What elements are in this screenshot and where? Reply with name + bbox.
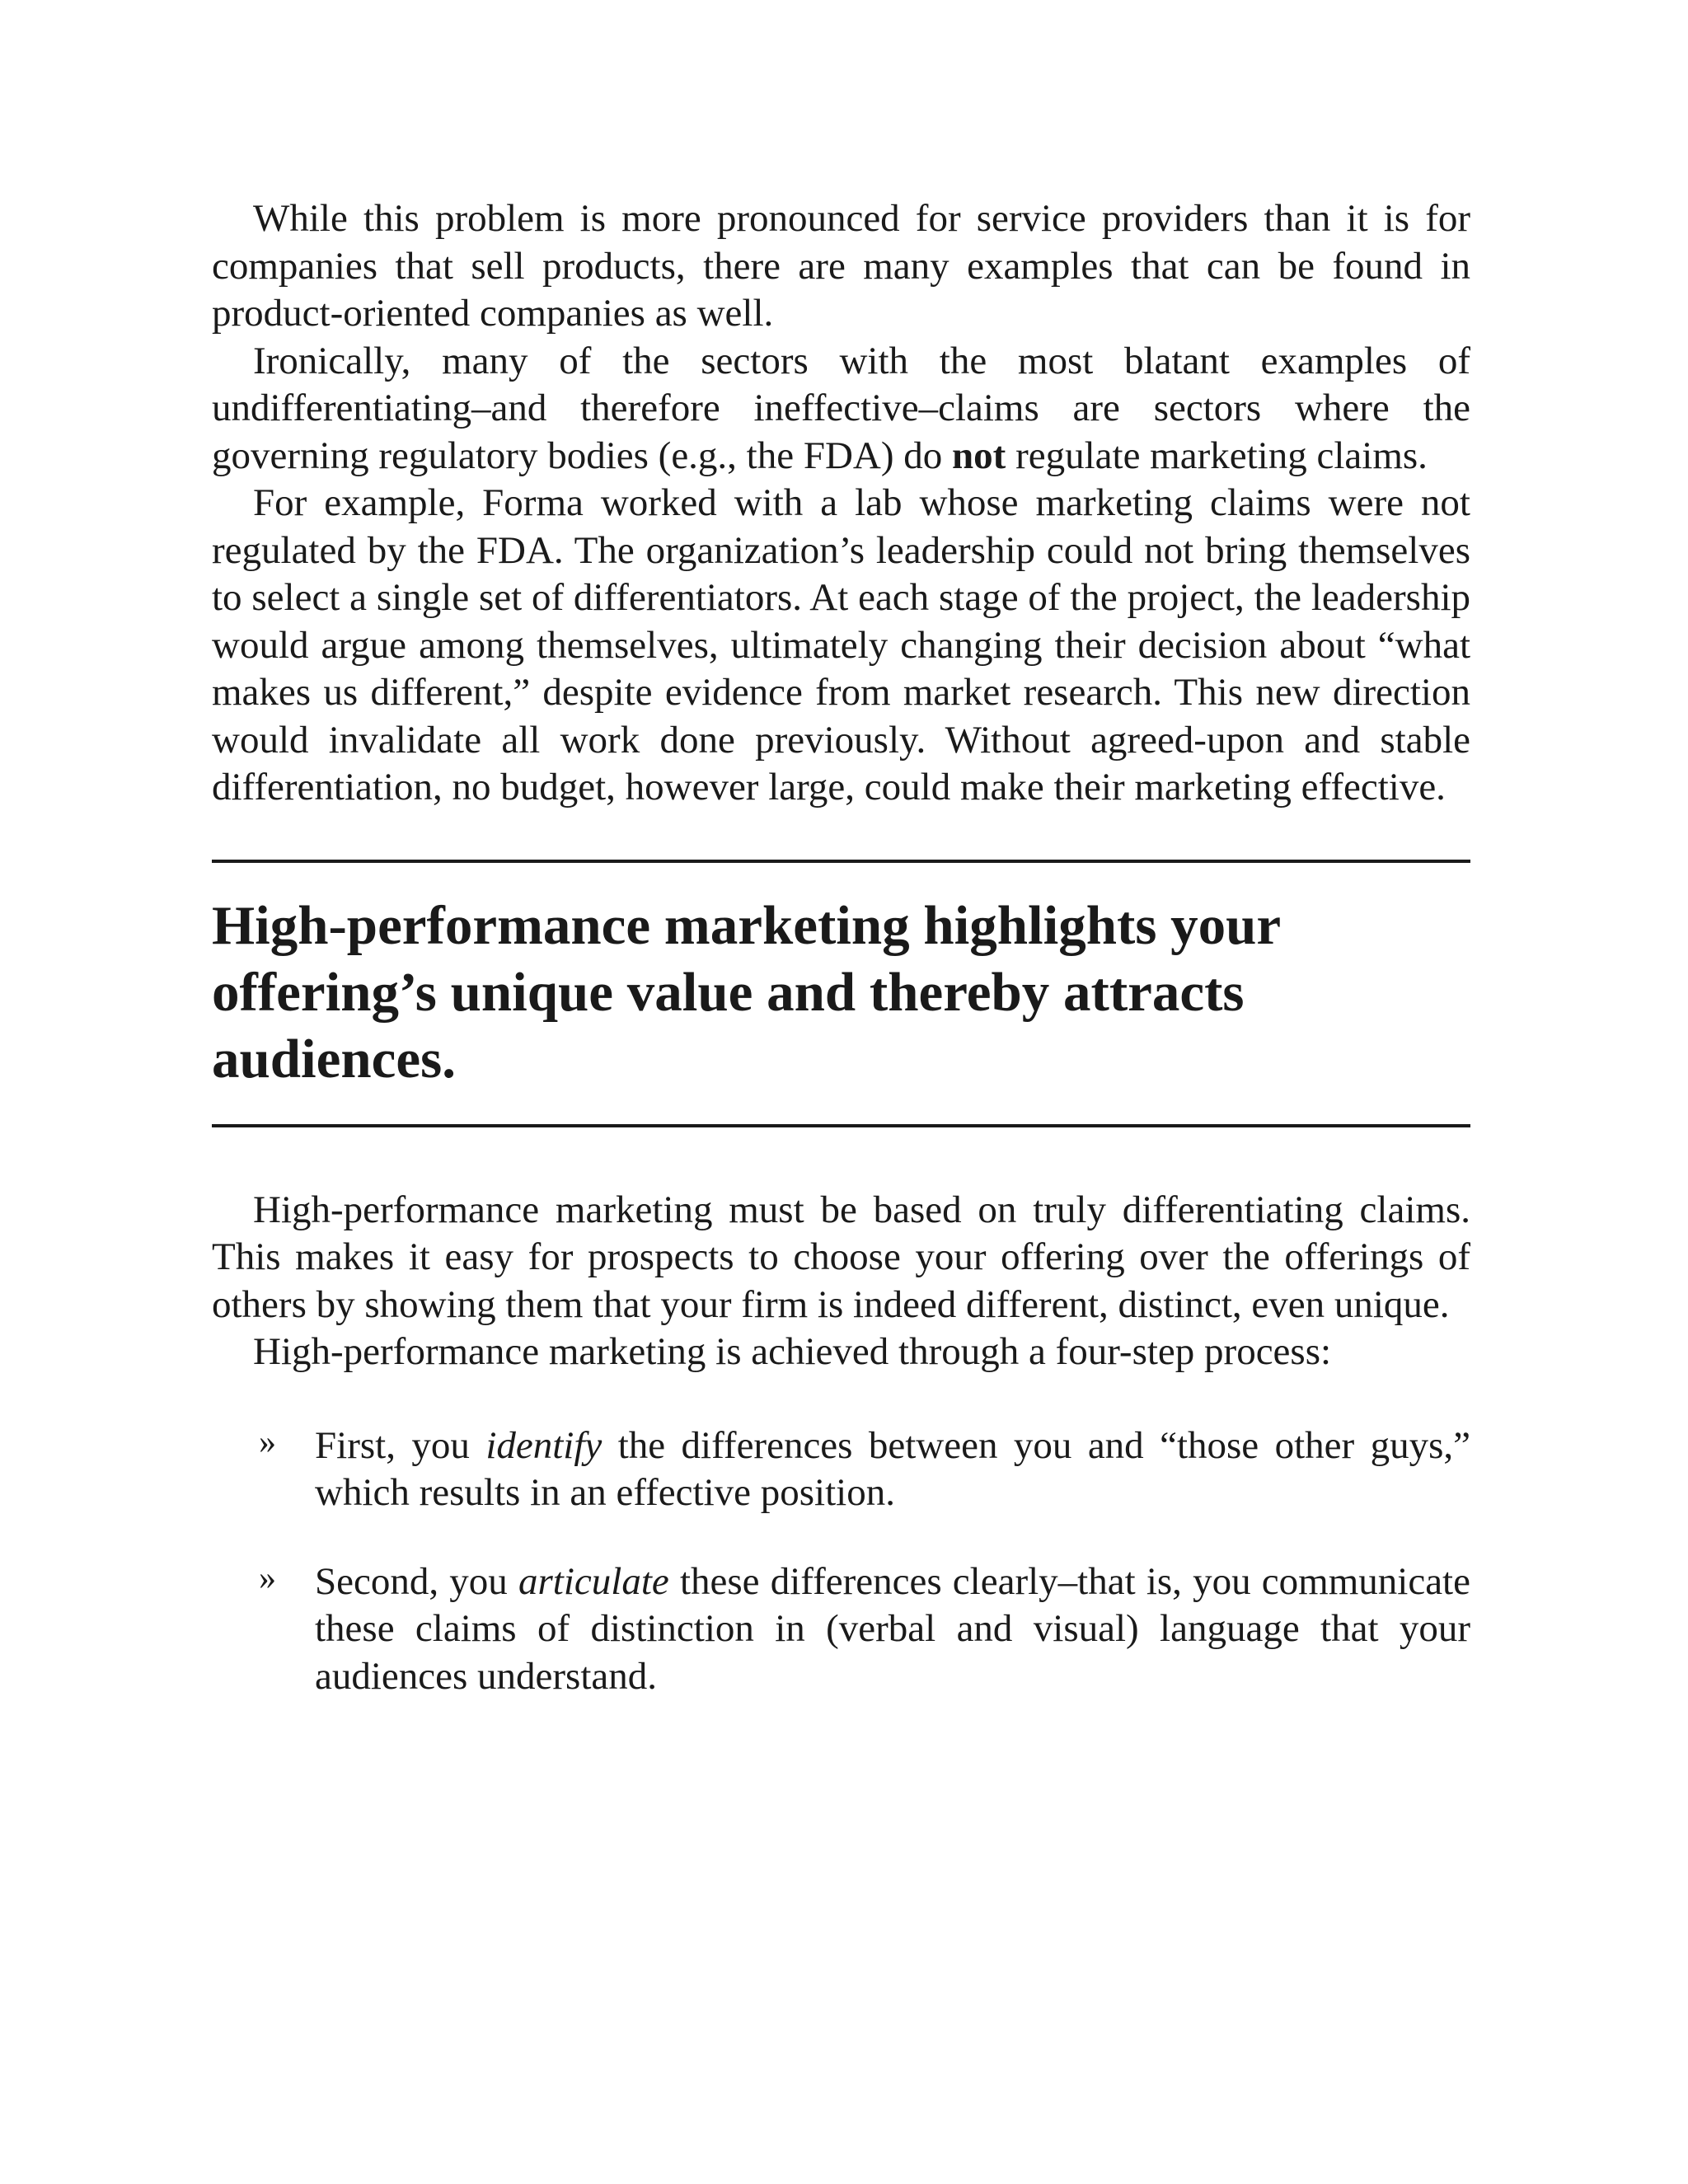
paragraph-service-providers: While this problem is more pronounced for service providers than it is for companies that sell products, there are many examples that can be found in product-oriented companies as well.: [212, 197, 1470, 335]
emphasis-articulate: articulate: [518, 1559, 669, 1603]
emphasis-not: not: [952, 434, 1006, 477]
heading-bottom-rule: [212, 1124, 1470, 1127]
list-item: [212, 1422, 1470, 1517]
process-list: [212, 1422, 1470, 1701]
list-item-text-start: Second, you: [315, 1559, 518, 1603]
emphasis-identify: identify: [485, 1423, 603, 1467]
heading-top-rule: [212, 860, 1470, 863]
paragraph-ironically-text-end: regulate marketing claims.: [1006, 434, 1428, 477]
paragraph-ironically: [212, 338, 1470, 480]
paragraph-four-step: High-performance marketing is achieved through a four-step process:: [253, 1330, 1332, 1373]
paragraph-high-performance: High-performance marketing must be based on truly differentiating claims. This makes it easy for prospects to choose your offering over the offerings of others by showing them that your firm is indeed different, distinct, even unique.: [212, 1188, 1470, 1326]
list-item: [212, 1558, 1470, 1701]
paragraph-ironically-text-start: Ironically, many of the sectors with the most blatant examples of undifferentiating–and therefore ineffective–claims are sectors where the governing regulatory bodies (e.g., the FDA) do: [212, 339, 1470, 477]
paragraph-forma-example: For example, Forma worked with a lab whose marketing claims were not regulated by the FDA. The organization’s leadership could not bring themselves to select a single set of differentiators. At each stage of the project, the leadership would argue among themselves, ultimately changing their decision about “what makes us different,” despite evidence from market research. This new direction would invalidate all work done previously. Without agreed-upon and stable differentiation, no budget, however large, could make their marketing effective.: [212, 481, 1470, 808]
bullet-marker: »: [259, 1422, 276, 1461]
list-item-text-end: these differences clearly–that is, you communicate these claims of distinction in (verbal and visual) language that your audiences understand.: [315, 1559, 1470, 1698]
section-heading: High-performance marketing highlights your offering’s unique value and thereby attracts audiences.: [212, 894, 1280, 1090]
bullet-marker: »: [259, 1558, 276, 1597]
list-item-text-end: the differences between you and “those other guys,” which results in an effective position.: [315, 1423, 1470, 1514]
list-item-text-start: First, you: [315, 1423, 486, 1467]
document-page: [212, 195, 1470, 1741]
